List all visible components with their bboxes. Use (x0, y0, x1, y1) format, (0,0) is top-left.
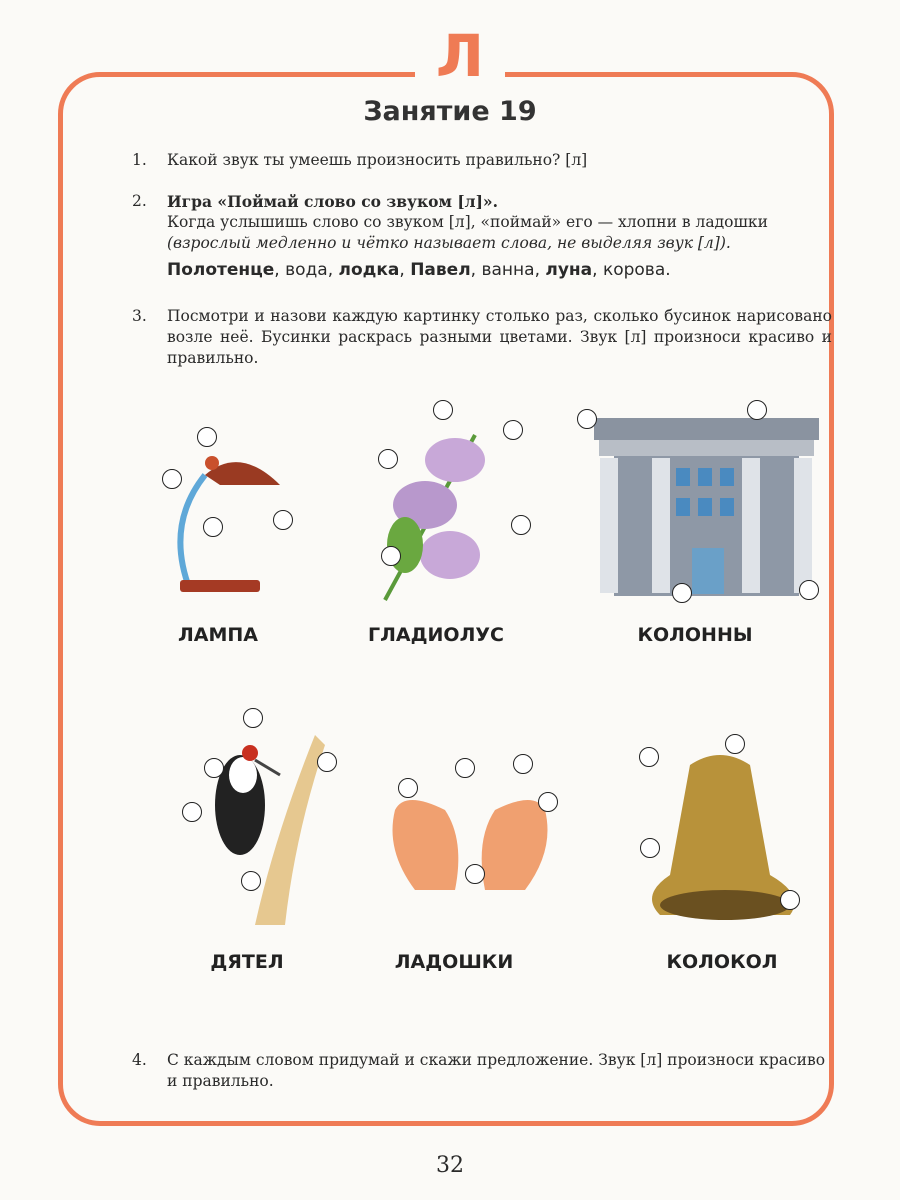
letter-heading: Л (435, 22, 485, 90)
task-number: 4. (132, 1051, 147, 1069)
picture-label: ЛАМПА (178, 624, 258, 646)
bead[interactable] (398, 778, 418, 798)
woodpecker-illustration (195, 715, 325, 925)
letter-badge (415, 22, 505, 90)
bead[interactable] (640, 838, 660, 858)
bead[interactable] (465, 864, 485, 884)
bead[interactable] (513, 754, 533, 774)
bead[interactable] (317, 752, 337, 772)
columns-building-illustration (594, 418, 819, 598)
bead[interactable] (511, 515, 531, 535)
bead[interactable] (162, 469, 182, 489)
lamp-illustration (160, 425, 290, 605)
bead[interactable] (503, 420, 523, 440)
page-title: Занятие 19 (363, 96, 537, 127)
bead[interactable] (378, 449, 398, 469)
bead[interactable] (241, 871, 261, 891)
word: вода (285, 260, 328, 280)
bead[interactable] (197, 427, 217, 447)
picture-label: КОЛОКОЛ (666, 951, 778, 973)
bead[interactable] (182, 802, 202, 822)
bead[interactable] (243, 708, 263, 728)
task-2 (132, 191, 832, 254)
task-number: 1. (132, 151, 147, 169)
word: корова (602, 260, 666, 280)
picture-label: ГЛАДИОЛУС (368, 624, 504, 646)
bead[interactable] (433, 400, 453, 420)
task-number: 2. (132, 192, 147, 210)
task-note: (взрослый медленно и чётко называет слова, не выделяя звук [л]). (167, 234, 731, 252)
word: лодка, (338, 260, 411, 280)
task-text: С каждым словом придумай и скажи предложение. Звук [л] произноси красиво и правильно. (167, 1051, 826, 1090)
picture-label: ДЯТЕЛ (210, 951, 284, 973)
gladiolus-illustration (365, 415, 525, 605)
task-3 (132, 306, 832, 369)
bead[interactable] (725, 734, 745, 754)
bead[interactable] (799, 580, 819, 600)
task-text: Какой звук ты умеешь произносить правильно? [л] (167, 151, 588, 169)
bead[interactable] (672, 583, 692, 603)
word: Полотенце, (167, 260, 286, 280)
page-number: 32 (436, 1153, 464, 1178)
task-text: Посмотри и назови каждую картинку столько раз, сколько бусинок нарисовано возле неё. Бусинки раскрась разными цветами. Звук [л] произноси красиво и правильно. (167, 307, 832, 367)
picture-label: ЛАДОШКИ (394, 951, 514, 973)
bead[interactable] (204, 758, 224, 778)
bead[interactable] (455, 758, 475, 778)
word-list: Полотенце, вода, лодка, Павел, ванна, луна, корова. (167, 260, 671, 280)
word: ванна (481, 260, 535, 280)
task-text: Когда услышишь слово со звуком [л], «поймай» его — хлопни в ладошки (167, 213, 768, 231)
bead[interactable] (577, 409, 597, 429)
bead[interactable] (780, 890, 800, 910)
bead[interactable] (203, 517, 223, 537)
picture-label: КОЛОННЫ (637, 624, 753, 646)
word: Павел, (410, 260, 482, 280)
bead[interactable] (639, 747, 659, 767)
bead[interactable] (747, 400, 767, 420)
word: луна, (545, 260, 603, 280)
bead[interactable] (538, 792, 558, 812)
bead[interactable] (381, 546, 401, 566)
bead[interactable] (273, 510, 293, 530)
task-heading: Игра «Поймай слово со звуком [л]». (167, 192, 499, 211)
task-4 (132, 1050, 832, 1092)
task-1 (132, 150, 832, 171)
task-number: 3. (132, 307, 147, 325)
